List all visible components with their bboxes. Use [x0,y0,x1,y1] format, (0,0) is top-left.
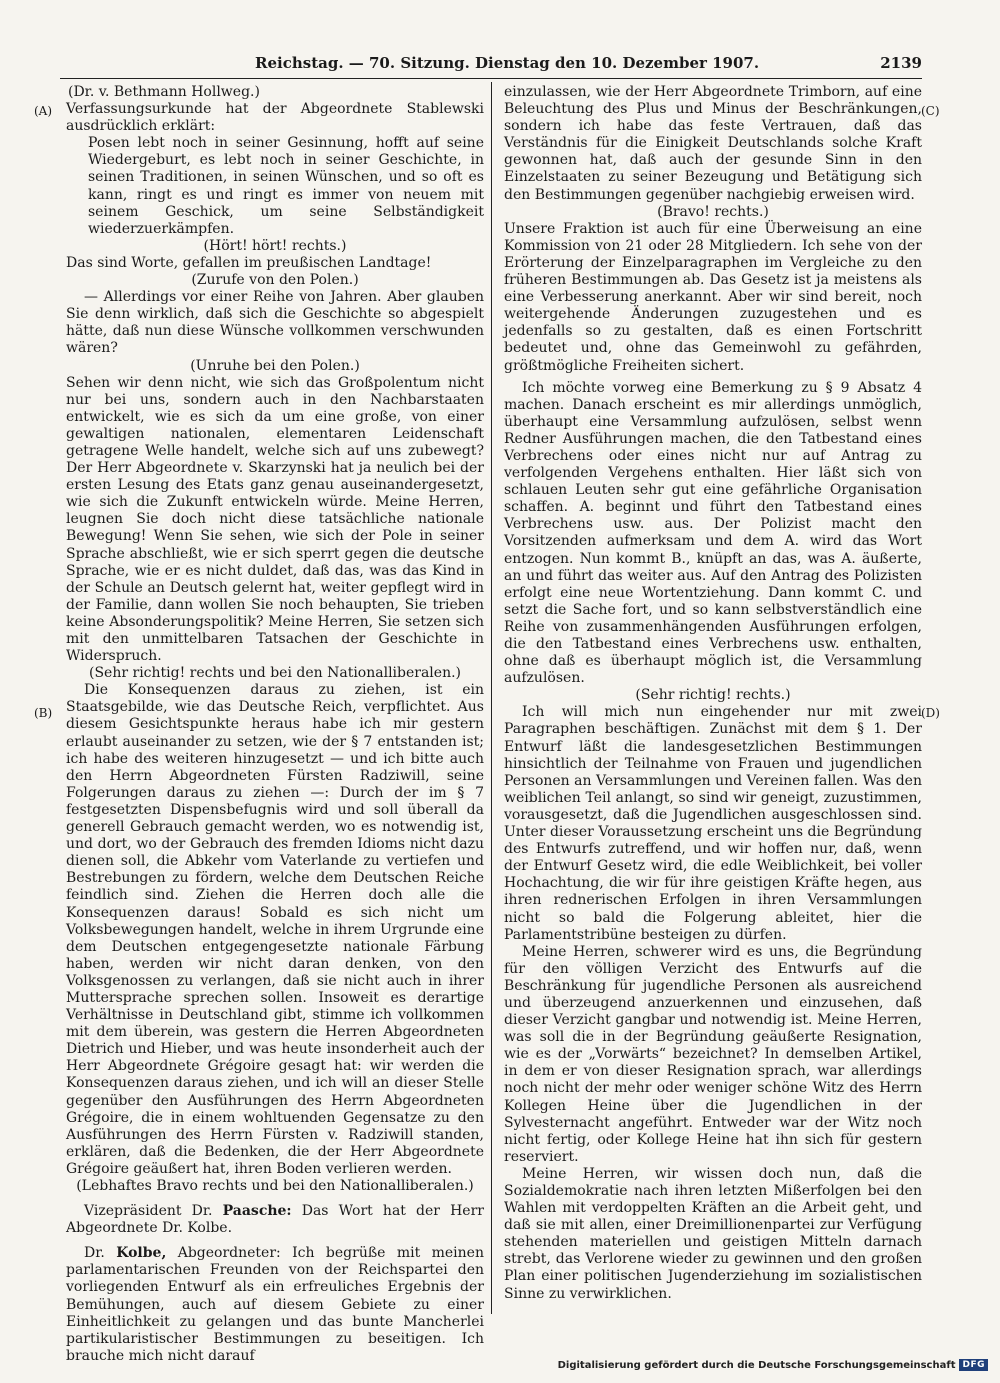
paragraph: Meine Herren, schwerer wird es uns, die Begründung für den völligen Verzicht des Entwurfs auf die Beschränkung für jugendliche Personen als ausreichend und überzeugend anzuerkennen und einzusehen, daß dieser Verzicht gangbar und notwendig ist. Meine Herren, was soll die in der Begründung geäußerte Resignation, wie es der „Vorwärts“ bezeichnet? In demselben Artikel, in dem er von dieser Resignation sprach, war allerdings noch nicht der mehr oder weniger schöne Witz des Herrn Kollegen Heine über die Jugendlichen in der Sylvesternacht angeführt. Entweder war der Witz noch nicht fertig, oder Kollege Heine hat ihn sich für gestern reserviert. [504,943,922,1165]
reaction: (Hört! hört! rechts.) [203,237,347,254]
page-number: 2139 [880,54,922,72]
speaker-paragraph-kolbe [66,1245,484,1365]
paragraph: Ich möchte vorweg eine Bemerkung zu § 9 Absatz 4 machen. Danach erscheint es mir allerdings unmöglich, überhaupt eine Versammlung aufzulösen, selbst wenn Redner Ausführungen machen, die den Tatbestand eines Verbrechens oder eines nicht nur auf Antrag zu verfolgenden Vergehens enthalten. Hier läßt sich von schlauen Leuten sehr gut eine gefährliche Organisation schaffen. A. beginnt und führt den Tatbestand eines Verbrechens usw. aus. Der Polizist macht den Vorsitzenden aufmerksam und dem A. wird das Wort entzogen. Nun kommt B., knüpft an das, was A. äußerte, an und führt das weiter aus. Auf den Antrag des Polizisten erfolgt eine neue Wortentziehung. Dann kommt C. und setzt die Sache fort, und so kann selbstverständlich eine Reihe von zusammenhängenden Ausführungen erfolgen, die den Tatbestand eines Verbrechens usw. enthalten, ohne daß es überhaupt möglich ist, die Versammlung aufzulösen. [504,379,922,687]
page-header [60,54,922,76]
reaction: (Sehr richtig! rechts und bei den Nationalliberalen.) [89,665,461,682]
speaker-title: Vizepräsident Dr. [84,1203,213,1220]
footer-text: Digitalisierung gefördert durch die Deutsche Forschungsgemeinschaft [557,1359,956,1371]
reaction: (Zurufe von den Polen.) [191,272,359,289]
reaction: (Lebhaftes Bravo rechts und bei den Nationalliberalen.) [76,1178,474,1194]
dfg-logo-icon: DFG [959,1359,988,1371]
right-column [504,84,922,1303]
speaker-continuation: (Dr. v. Bethmann Hollweg.) [68,84,260,100]
header-rule [60,78,922,79]
speaker-text: Das Wort hat der Herr Abgeordnete Dr. Kolbe. [66,1203,484,1237]
speaker-name: Paasche: [222,1203,292,1220]
margin-marker-b: (B) [34,706,53,720]
left-column [66,84,484,1365]
paragraph: Das sind Worte, gefallen im preußischen Landtage! [66,254,432,271]
paragraph: Verfassungsurkunde hat der Abgeordnete Stablewski ausdrücklich erklärt: [66,101,484,135]
reaction: (Sehr richtig! rechts.) [635,687,791,704]
speaker-text: Abgeordneter: Ich begrüße mit meinen parlamentarischen Freunden von der Reichspartei den vorliegenden Entwurf als ein erfreuliches Ergebnis der Bemühungen, auch auf diesem Gebiete zu einer Einheitlichkeit zu gelangen und das bunte Mancherlei partikularistischer Bestimmungen zu beseitigen. Ich brauche mich nicht darauf [66,1245,484,1364]
speaker-name: Kolbe, [116,1245,167,1262]
paragraph: Die Konsequenzen daraus zu ziehen, ist ein Staatsgebilde, wie das Deutsche Reich, verpflichtet. Aus diesem Gesichtspunkte heraus habe ich mir gestern erlaubt auseinander zu setzen, wie der § 7 entstanden ist; ich habe des weiteren hinzugesetzt — und ich bitte auch den Herrn Abgeordneten Fürsten Radziwill, seine Folgerungen daraus zu ziehen —: Durch der im § 7 festgesetzten Dispensbefugnis wird und soll überall da generell Gebrauch gemacht werden, wo es notwendig ist, und dort, wo der Gebrauch des fremden Idioms nicht dazu dienen soll, die Abkehr vom Vaterlande zu vertiefen und Bestrebungen zu fördern, welche dem Deutschen Reiche feindlich sind. Ziehen die Herren doch alle die Konsequenzen daraus! Sobald es sich nicht um Volksbewegungen handelt, welche in ihrem Urgrunde eine dem Deutschen entgegengesetzte nationale Färbung haben, werden wir nicht daran denken, von den Volksgenossen zu verlangen, daß sie nicht auch in ihrer Muttersprache sprechen sollen. Insoweit es derartige Verhältnisse in Deutschland gibt, stimme ich vollkommen mit dem überein, was gestern die Herren Abgeordneten Dietrich und Hieber, und was heute insonderheit auch der Herr Abgeordnete Grégoire gesagt hat: wir werden die Konsequenzen daraus ziehen, und ich will an dieser Stelle gegenüber den Ausführungen des Herrn Abgeordneten Grégoire, die in einem wohltuenden Gegensatze zu den Ausführungen des Herrn Fürsten v. Radziwill standen, erklären, daß die Bedenken, die der Herr Abgeordnete Grégoire geäußert hat, ihren Boden verlieren werden. [66,682,484,1177]
margin-marker-a: (A) [34,104,53,118]
column-divider [491,82,492,1314]
reaction: (Unruhe bei den Polen.) [190,357,360,374]
margin-marker-d: (D) [921,706,940,720]
quotation: Posen lebt noch in seiner Gesinnung, hofft auf seine Wiedergeburt, es lebt noch in seiner Geschichte, in seinen Traditionen, in seinen Wünschen, und so oft es kann, ringt es und ringt es immer von neuem mit seinem Geschick, um seine Selbständigkeit wiederzuerkämpfen. [88,135,484,237]
paragraph: Unsere Fraktion ist auch für eine Überweisung an eine Kommission von 21 oder 28 Mitgliedern. Ich sehe von der Erörterung der Einzelparagraphen im Vergleiche zu den früheren Bestimmungen ab. Das Gesetz ist ja meistens als eine Verbesserung anerkannt. Aber wir sind bereit, noch weitergehende Änderungen zuzugestehen und es jedenfalls so zu gestalten, daß es einen Fortschritt bedeutet und, ohne das Gemeinwohl zu gefährden, größtmögliche Freiheiten sichert. [504,220,922,374]
footer-credit [558,1359,988,1371]
running-title: Reichstag. — 70. Sitzung. Dienstag den 10. Dezember 1907. [255,54,760,72]
speaker-paragraph-vice-president [66,1203,484,1237]
paragraph: Meine Herren, wir wissen doch nun, daß die Sozialdemokratie nach ihren letzten Mißerfolgen bei den Wahlen mit verdoppelten Kräften an die Arbeit geht, und daß sie mit allen, einer Dreimillionenpartei zur Verfügung stehenden materiellen und geistigen Mitteln darnach strebt, das Verlorene wieder zu gewinnen und den großen Plan einer politischen Jugenderziehung im sozialistischen Sinne zu verwirklichen. [504,1165,922,1302]
speaker-title: Dr. [84,1245,105,1262]
paragraph: Sehen wir denn nicht, wie sich das Großpolentum nicht nur bei uns, sondern auch in den Nachbarstaaten entwickelt, wie es sich da um eine große, von einer gewaltigen nationalen, elementaren Leidenschaft getragene Welle handelt, welche sich auf uns zubewegt? Der Herr Abgeordnete v. Skarzynski hat ja neulich bei der ersten Lesung des Etats ganz genau auseinandergesetzt, wie sich die Zukunft entwickeln würde. Meine Herren, leugnen Sie doch nicht diese tatsächliche nationale Bewegung! Wenn Sie sehen, wie sich der Pole in seiner Sprache abschließt, wie er sich sperrt gegen die deutsche Sprache, wie er es nicht duldet, daß das, was das Kind in der Schule an Deutsch gelernt hat, weiter gepflegt wird in der Familie, dann wollen Sie noch behaupten, Sie trieben keine Absonderungspolitik? Meine Herren, Sie setzen sich mit den unmittelbaren Tatsachen der Geschichte in Widerspruch. [66,374,484,665]
margin-marker-c: (C) [921,104,940,118]
paragraph: einzulassen, wie der Herr Abgeordnete Trimborn, auf eine Beleuchtung des Plus und Minus der Beschränkungen, sondern ich habe das feste Vertrauen, daß das Verständnis für die Einigkeit Deutschlands solche Kraft gewonnen hat, daß auch der gesunde Sinn in den Einzelstaaten zu seiner Bezeugung und Betätigung sich den Bestimmungen gegenüber nachgiebig erweisen wird. [504,84,922,203]
reaction: (Bravo! rechts.) [657,203,769,220]
paragraph: Ich will mich nun eingehender nur mit zwei Paragraphen beschäftigen. Zunächst mit dem § 1. Der Entwurf läßt die landesgesetzlichen Bestimmungen hinsichtlich der Teilnahme von Frauen und jugendlichen Personen an Versammlungen und Vereinen fallen. Was den weiblichen Teil anlangt, so sind wir geneigt, zuzustimmen, vorausgesetzt, daß die Jugendlichen ausgeschlossen sind. Unter dieser Voraussetzung erscheint uns die Begründung des Entwurfs zutreffend, und wir hoffen nur, daß, wenn der Entwurf Gesetz wird, die edle Weiblichkeit, bei voller Hochachtung, die wir für ihre geistigen Kräfte hegen, aus ihren rednerischen Erfolgen in ihren Versammlungen nicht so bald die Folgerung ableitet, hier die Parlamentstribüne besteigen zu dürfen. [504,704,922,943]
paragraph: — Allerdings vor einer Reihe von Jahren. Aber glauben Sie denn wirklich, daß sich die Geschichte so abgespielt hätte, daß nun diese Wünsche vollkommen verschwunden wären? [66,289,484,357]
